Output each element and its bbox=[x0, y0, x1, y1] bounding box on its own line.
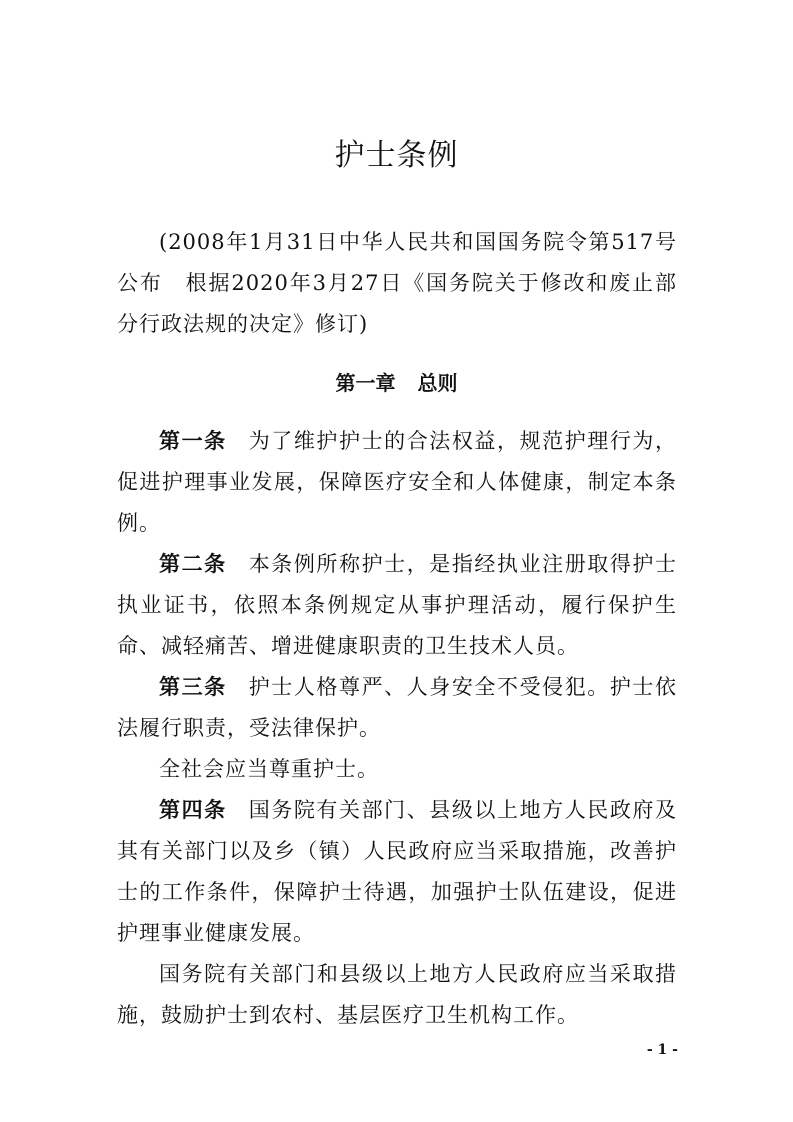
article-paragraph bbox=[117, 544, 677, 667]
chapter-number: 第一章 bbox=[335, 371, 396, 395]
article-paragraph bbox=[117, 421, 677, 544]
article-text: 护士人格尊严、人身安全不受侵犯。护士依法履行职责，受法律保护。 bbox=[117, 675, 678, 740]
article-paragraph bbox=[117, 954, 677, 1036]
article-label: 第一条 bbox=[159, 429, 227, 453]
article-text: 本条例所称护士，是指经执业注册取得护士执业证书，依照本条例规定从事护理活动，履行保护生命、减轻痛苦、增进健康职责的卫生技术人员。 bbox=[117, 552, 678, 658]
article-text: 为了维护护士的合法权益，规范护理行为，促进护理事业发展，保障医疗安全和人体健康，制定本条例。 bbox=[117, 429, 678, 535]
article-label: 第二条 bbox=[159, 552, 227, 576]
article-text: 国务院有关部门和县级以上地方人民政府应当采取措施，鼓励护士到农村、基层医疗卫生机构工作。 bbox=[117, 962, 677, 1027]
article-paragraph bbox=[117, 667, 677, 749]
articles-list bbox=[117, 421, 677, 1036]
chapter-name: 总则 bbox=[417, 371, 458, 395]
article-label: 第四条 bbox=[159, 798, 227, 822]
page-number: - 1 - bbox=[646, 1042, 678, 1058]
article-text: 国务院有关部门、县级以上地方人民政府及其有关部门以及乡（镇）人民政府应当采取措施，改善护士的工作条件，保障护士待遇，加强护士队伍建设，促进护理事业健康发展。 bbox=[117, 798, 678, 945]
article-paragraph bbox=[117, 790, 677, 954]
preface-note: (2008年1月31日中华人民共和国国务院令第517号公布 根据2020年3月27日《国务院关于修改和废止部分行政法规的决定》修订) bbox=[117, 230, 677, 336]
chapter-heading bbox=[0, 363, 793, 404]
article-text: 全社会应当尊重护士。 bbox=[159, 757, 379, 781]
article-label: 第三条 bbox=[159, 675, 227, 699]
article-paragraph bbox=[117, 749, 677, 790]
document-title: 护士条例 bbox=[334, 138, 459, 173]
